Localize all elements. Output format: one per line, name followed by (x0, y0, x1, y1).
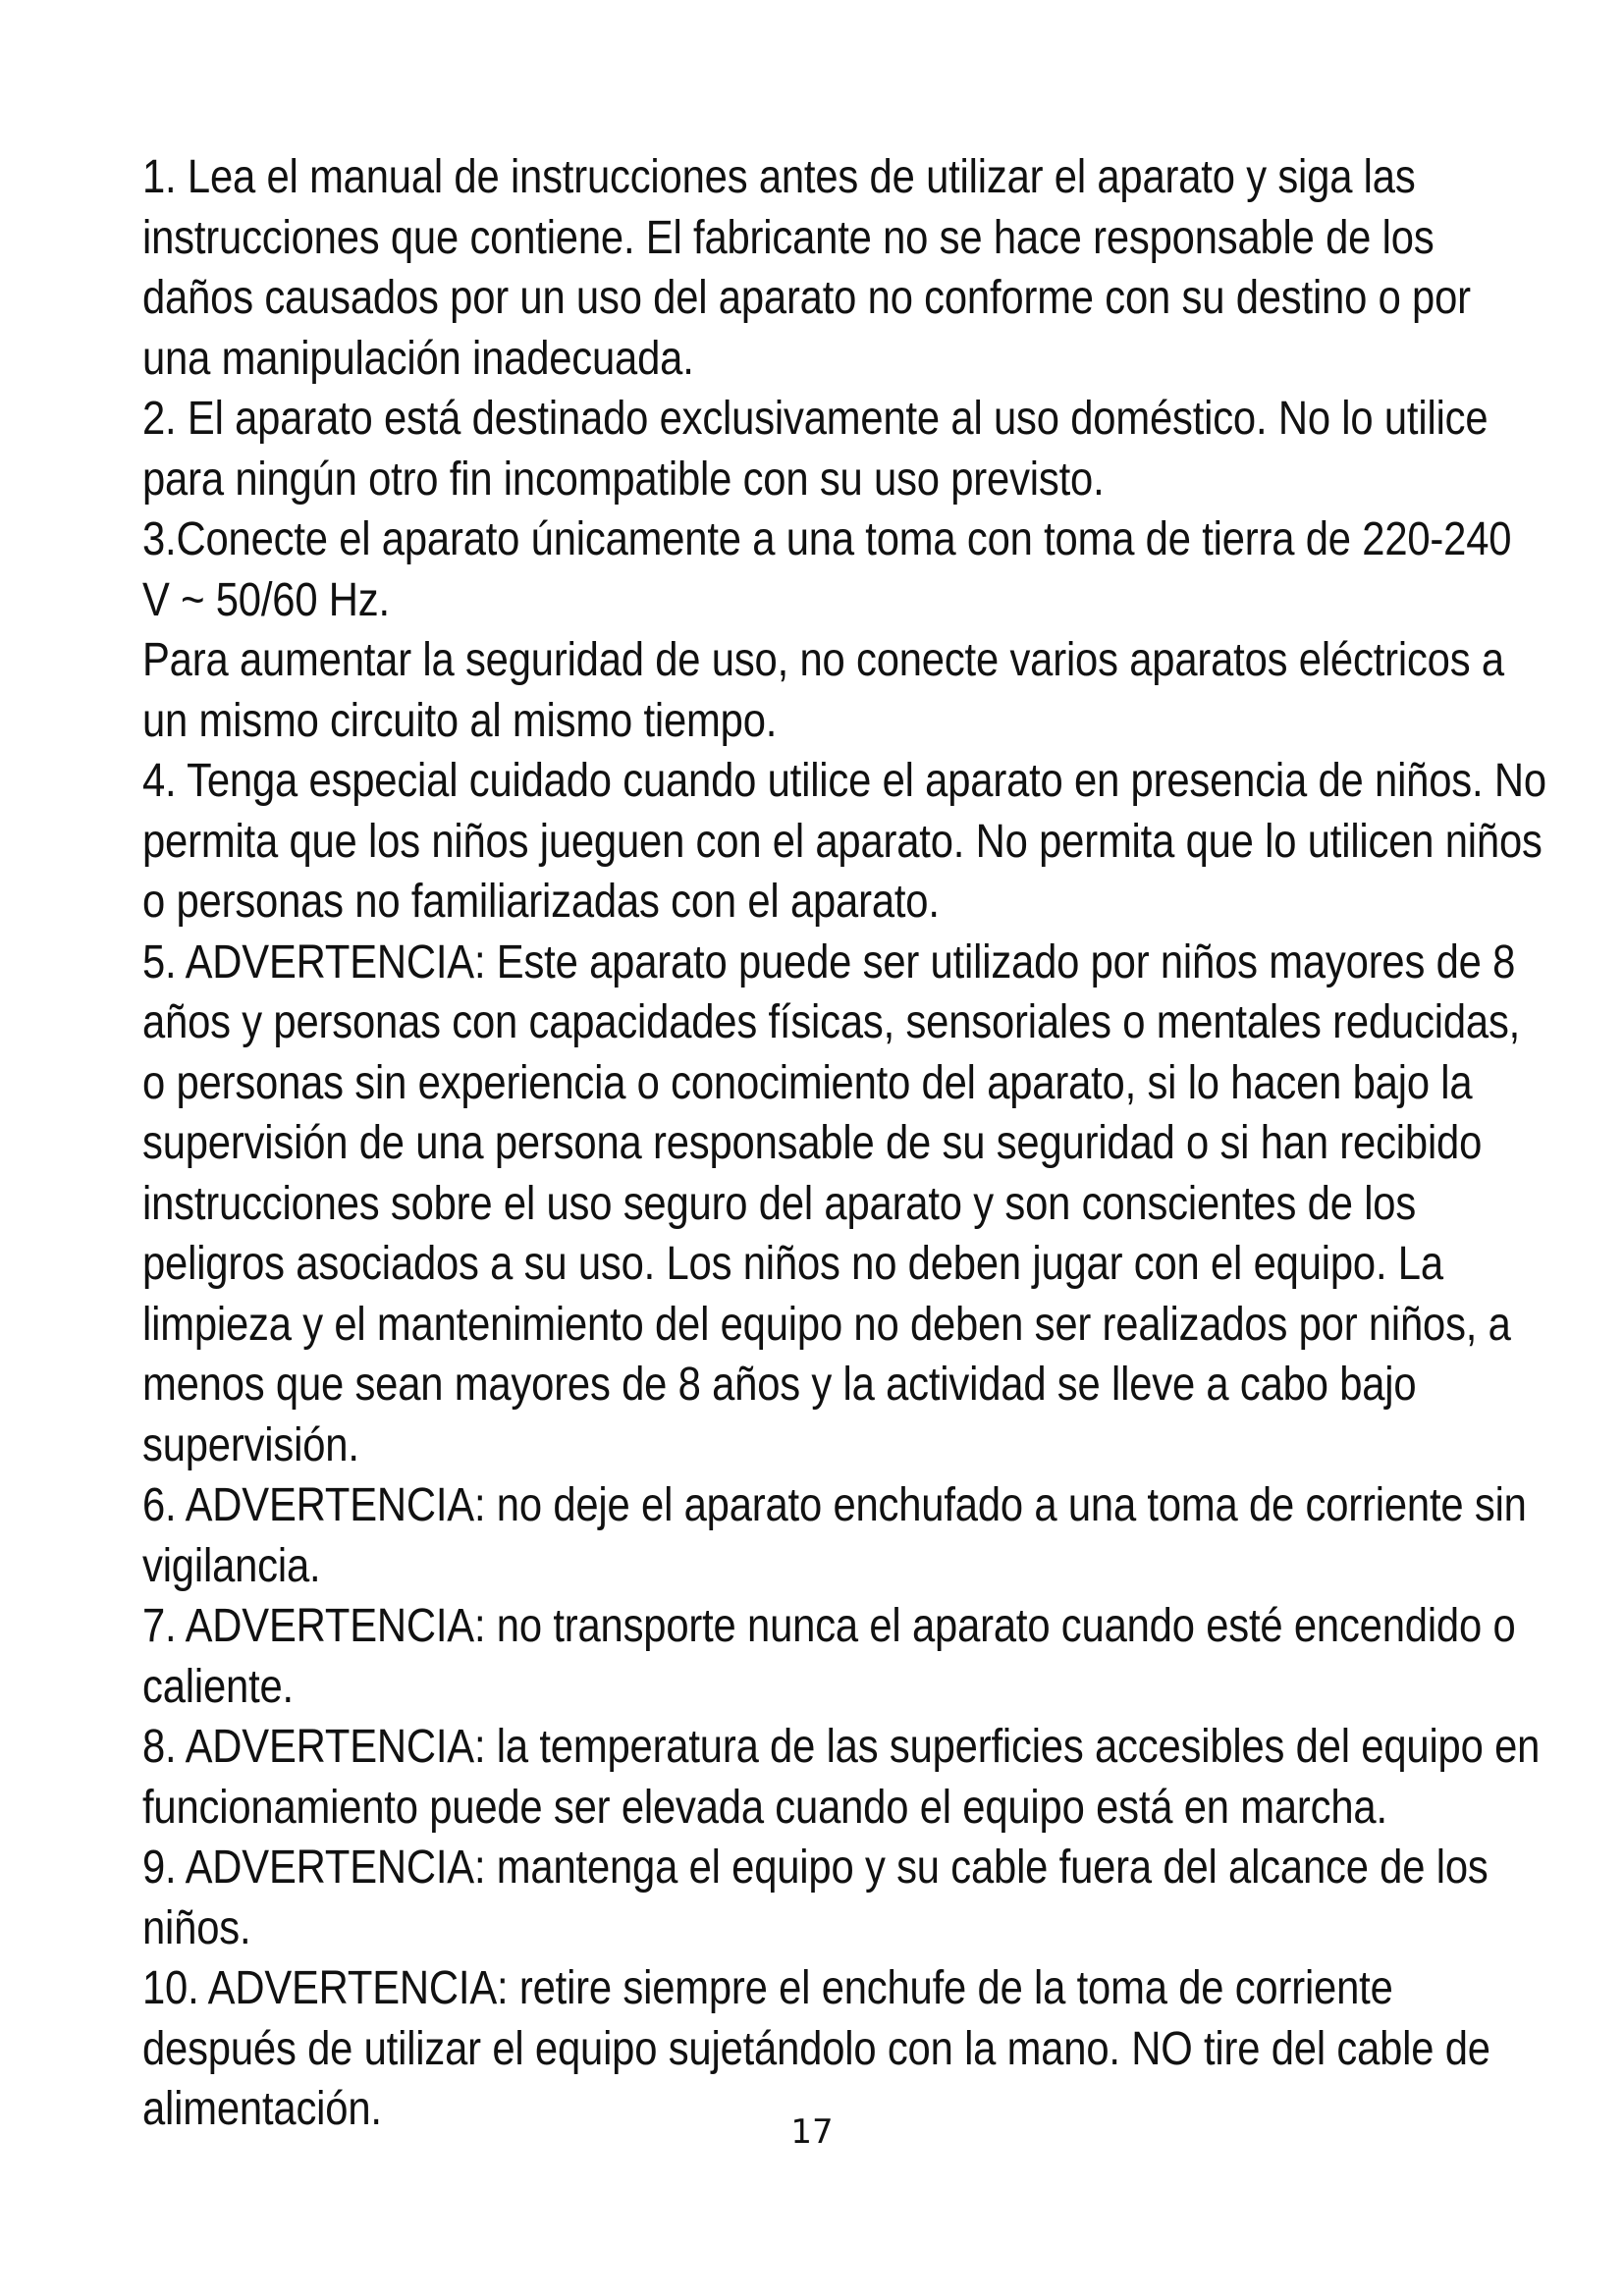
paragraph-item-4: 4. Tenga especial cuidado cuando utilice el aparato en presencia de niños. No permita que los niños jueguen con el aparato. No permita que lo utilicen niños o personas no familiarizadas con el aparato. (142, 755, 1546, 928)
paragraph-item-2: 2. El aparato está destinado exclusivamente al uso doméstico. No lo utilice para ningún otro fin incompatible con su uso previsto. (142, 393, 1489, 506)
paragraph-item-9: 9. ADVERTENCIA: mantenga el equipo y su cable fuera del alcance de los niños. (142, 1842, 1489, 1954)
paragraph-item-1: 1. Lea el manual de instrucciones antes de utilizar el aparato y siga las instrucciones que contiene. El fabricante no se hace responsable de los daños causados por un uso del aparato no conforme con su destino o por una manipulación inadecuada. (142, 151, 1471, 385)
paragraph-item-6: 6. ADVERTENCIA: no deje el aparato enchufado a una toma de corriente sin vigilancia. (142, 1479, 1527, 1592)
paragraph-item-7: 7. ADVERTENCIA: no transporte nunca el aparato cuando esté encendido o caliente. (142, 1600, 1516, 1713)
paragraph-safety-note: Para aumentar la seguridad de uso, no conecte varios aparatos eléctricos a un mismo circuito al mismo tiempo. (142, 634, 1504, 747)
page-number: 17 (790, 2112, 834, 2152)
paragraph-item-3: 3.Conecte el aparato únicamente a una toma con toma de tierra de 220-240 V ~ 50/60 Hz. (142, 513, 1512, 626)
paragraph-item-8: 8. ADVERTENCIA: la temperatura de las superficies accesibles del equipo en funcionamiento puede ser elevada cuando el equipo está en marcha. (142, 1721, 1541, 1834)
paragraph-item-10: 10. ADVERTENCIA: retire siempre el enchufe de la toma de corriente después de utilizar el equipo sujetándolo con la mano. NO tire del cable de alimentación. (142, 1962, 1490, 2135)
paragraph-item-5: 5. ADVERTENCIA: Este aparato puede ser utilizado por niños mayores de 8 años y personas con capacidades físicas, sensoriales o mentales reducidas, o personas sin experiencia o conocimiento del aparato, si lo hacen bajo la supervisión de una persona responsable de su seguridad o si han recibido instrucciones sobre el uso seguro del aparato y son conscientes de los peligros asociados a su uso. Los niños no deben jugar con el equipo. La limpieza y el mantenimiento del equipo no deben ser realizados por niños, a menos que sean mayores de 8 años y la actividad se lleve a cabo bajo supervisión. (142, 935, 1521, 1471)
document-body (142, 147, 1546, 2140)
